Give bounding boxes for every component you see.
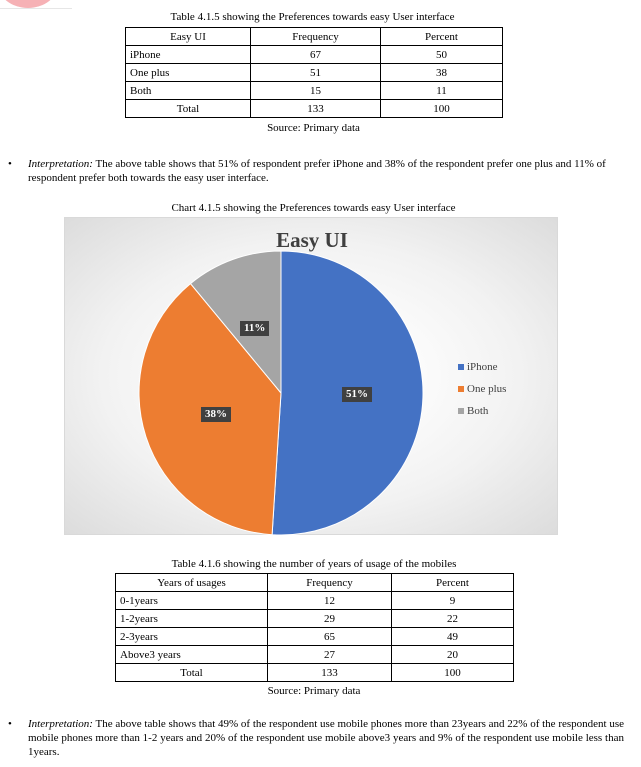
table-cell: 15	[251, 82, 381, 100]
table-row	[126, 46, 503, 64]
table-cell: 133	[268, 664, 392, 682]
table-cell: 100	[392, 664, 514, 682]
table-cell: One plus	[126, 64, 251, 82]
table-cell: 2-3years	[116, 628, 268, 646]
column-header: Percent	[381, 28, 503, 46]
table-row	[116, 592, 514, 610]
table-row	[126, 82, 503, 100]
legend-swatch	[458, 364, 464, 370]
interpretation-text: The above table shows that 51% of respondent prefer iPhone and 38% of the respondent prefer one plus and 11% of respondent prefer both towards the easy user interface.	[28, 158, 606, 184]
legend-swatch	[458, 408, 464, 414]
logo-fragment	[0, 0, 58, 8]
column-header: Easy UI	[126, 28, 251, 46]
chart-legend	[458, 356, 506, 422]
bullet: •	[8, 158, 12, 170]
table-cell: iPhone	[126, 46, 251, 64]
table-years-of-usage	[115, 573, 514, 682]
header-divider	[0, 8, 72, 9]
interpretation-lead: Interpretation:	[28, 718, 93, 730]
table-row	[116, 628, 514, 646]
table-cell: Above3 years	[116, 646, 268, 664]
table-row	[116, 646, 514, 664]
legend-entry	[458, 356, 506, 378]
chart-caption: Chart 4.1.5 showing the Preferences towards easy User interface	[171, 202, 456, 214]
table-total-row	[116, 664, 514, 682]
table-cell: 51	[251, 64, 381, 82]
column-header: Frequency	[268, 574, 392, 592]
table-cell: 65	[268, 628, 392, 646]
table-cell: 22	[392, 610, 514, 628]
slice-data-label: 11%	[240, 321, 269, 336]
table-easy-ui	[125, 27, 503, 118]
table-cell: 50	[381, 46, 503, 64]
table-cell: 20	[392, 646, 514, 664]
legend-label: One plus	[467, 383, 507, 395]
table-total-row	[126, 100, 503, 118]
table1-source: Source: Primary data	[267, 122, 360, 134]
table-cell: 133	[251, 100, 381, 118]
bullet: •	[8, 718, 12, 730]
table1-caption: Table 4.1.5 showing the Preferences towards easy User interface	[170, 11, 455, 23]
table-cell: 12	[268, 592, 392, 610]
legend-entry	[458, 400, 506, 422]
table-cell: 11	[381, 82, 503, 100]
pie-chart	[64, 217, 558, 535]
column-header: Frequency	[251, 28, 381, 46]
table-cell: 0-1years	[116, 592, 268, 610]
column-header: Percent	[392, 574, 514, 592]
table-cell: Total	[126, 100, 251, 118]
slice-data-label: 51%	[342, 387, 372, 402]
interpretation-paragraph	[8, 157, 618, 187]
table-row	[126, 64, 503, 82]
table-cell: Both	[126, 82, 251, 100]
table-header-row	[116, 574, 514, 592]
table-header-row	[126, 28, 503, 46]
table-cell: 49	[392, 628, 514, 646]
table2-caption: Table 4.1.6 showing the number of years of usage of the mobiles	[171, 558, 457, 570]
table-cell: 67	[251, 46, 381, 64]
table-cell: Total	[116, 664, 268, 682]
table-cell: 100	[381, 100, 503, 118]
interpretation-lead: Interpretation:	[28, 158, 93, 170]
table-cell: 29	[268, 610, 392, 628]
legend-label: iPhone	[467, 361, 498, 373]
legend-entry	[458, 378, 506, 400]
table-cell: 27	[268, 646, 392, 664]
table-cell: 38	[381, 64, 503, 82]
chart-title: Easy UI	[276, 228, 348, 252]
interpretation-text: The above table shows that 49% of the respondent use mobile phones more than 23years and 22% of the respondent use mobile phones more than 1-2 years and 20% of the respondent use mobile above3 years and 9% of the respondent use mobile less than 1years.	[28, 718, 624, 758]
legend-label: Both	[467, 405, 489, 417]
legend-swatch	[458, 386, 464, 392]
table-cell: 1-2years	[116, 610, 268, 628]
table-cell: 9	[392, 592, 514, 610]
table-row	[116, 610, 514, 628]
slice-data-label: 38%	[201, 407, 231, 422]
interpretation-paragraph	[8, 717, 624, 763]
column-header: Years of usages	[116, 574, 268, 592]
table2-source: Source: Primary data	[267, 685, 361, 697]
